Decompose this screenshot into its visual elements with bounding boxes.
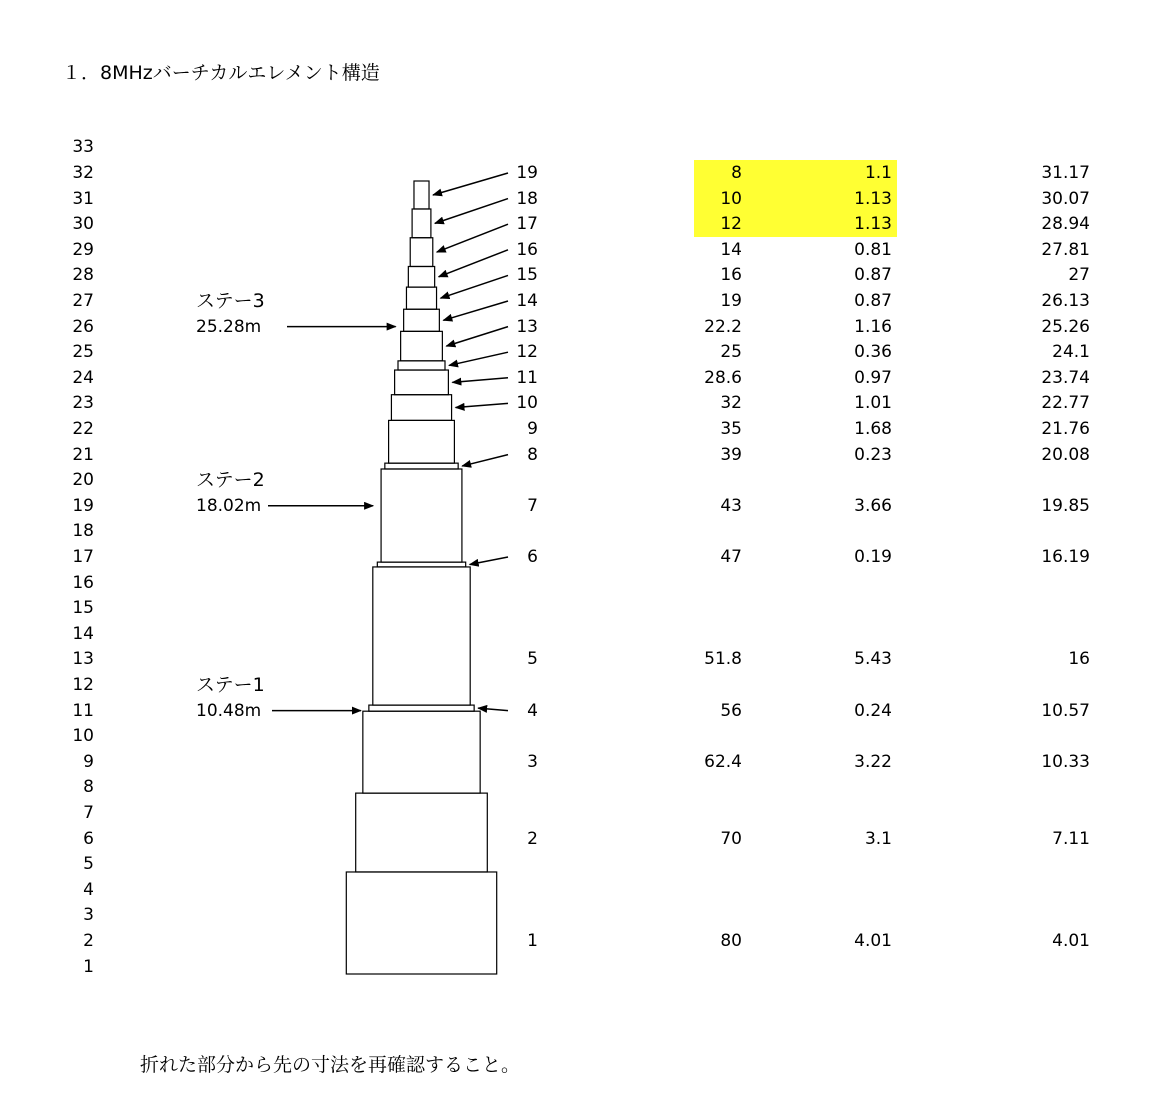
section-diameter: 32	[720, 393, 742, 414]
height-scale-label: 2	[83, 931, 94, 951]
section-length: 1.16	[854, 316, 892, 337]
section-length: 5.43	[854, 649, 892, 670]
page-title: １．8MHzバーチカルエレメント構造	[62, 62, 380, 84]
section-number: 3	[527, 751, 538, 772]
height-scale-label: 7	[83, 803, 94, 823]
section-number: 15	[516, 265, 538, 286]
height-scale-label: 14	[72, 623, 94, 644]
height-scale-label: 20	[72, 470, 94, 491]
section-number: 17	[516, 214, 538, 235]
height-scale-label: 19	[72, 495, 94, 516]
section-diameter: 51.8	[704, 649, 742, 670]
height-scale-label: 22	[72, 419, 94, 439]
height-scale-label: 23	[72, 393, 94, 414]
section-top-height: 16	[1068, 649, 1090, 670]
section-diameter: 47	[720, 547, 742, 567]
section-13-tube	[401, 331, 443, 361]
section-18-tube	[412, 209, 431, 238]
section-length: 0.87	[854, 265, 892, 286]
section-number: 14	[516, 291, 538, 311]
section-top-height: 28.94	[1041, 214, 1090, 235]
section-1-tube	[346, 872, 496, 974]
footer-note: 折れた部分から先の寸法を再確認すること。	[140, 1054, 521, 1076]
section-diameter: 56	[720, 700, 742, 721]
section-7-tube	[381, 469, 462, 562]
section-number: 18	[516, 188, 538, 209]
height-scale-label: 13	[72, 649, 94, 670]
section-length: 0.24	[854, 700, 892, 721]
height-scale-label: 4	[83, 879, 94, 900]
section-number: 5	[527, 649, 538, 670]
section-10-tube	[391, 395, 451, 421]
section-number: 13	[516, 316, 538, 337]
section-top-height: 24.1	[1052, 342, 1090, 363]
section-17-tube	[410, 238, 433, 267]
height-scale-label: 32	[72, 163, 94, 183]
section-diameter: 19	[720, 291, 742, 311]
section-6-tube	[377, 562, 465, 567]
height-scale-label: 9	[83, 751, 94, 772]
height-scale-label: 10	[72, 726, 94, 747]
height-scale-label: 33	[72, 137, 94, 158]
stay-2-label: ステー2	[196, 469, 265, 492]
section-15-pointer-arrow	[441, 275, 508, 298]
section-length: 1.1	[864, 163, 892, 183]
height-scale-label: 1	[83, 956, 94, 977]
stay-3-label: ステー3	[196, 290, 265, 312]
section-diameter: 35	[720, 419, 742, 439]
section-number: 4	[527, 700, 538, 721]
height-scale-label: 11	[72, 700, 94, 721]
section-19-tube	[414, 181, 429, 209]
height-scale-label: 18	[72, 521, 94, 542]
stay-1-height: 10.48m	[196, 700, 262, 721]
section-diameter: 14	[720, 239, 742, 260]
section-top-height: 20.08	[1041, 444, 1090, 465]
section-top-height: 30.07	[1041, 188, 1090, 209]
section-8-pointer-arrow	[462, 455, 508, 466]
section-diameter: 10	[720, 188, 742, 209]
section-12-pointer-arrow	[449, 352, 508, 365]
section-length: 0.19	[854, 547, 892, 567]
section-top-height: 31.17	[1041, 163, 1090, 183]
stay-1-label: ステー1	[196, 674, 265, 696]
section-11-tube	[395, 370, 449, 395]
section-diameter: 25	[720, 342, 742, 363]
height-scale-label: 3	[83, 905, 94, 926]
section-diameter: 8	[731, 163, 742, 183]
section-diameter: 16	[720, 265, 742, 286]
section-length: 1.13	[854, 214, 892, 235]
section-number: 7	[527, 495, 538, 516]
stay-2-height: 18.02m	[196, 495, 262, 516]
height-scale-label: 12	[72, 675, 94, 695]
section-13-pointer-arrow	[446, 327, 508, 347]
section-3-tube	[363, 711, 480, 793]
section-5-tube	[373, 567, 470, 705]
section-number: 10	[516, 393, 538, 414]
section-length: 0.23	[854, 444, 892, 465]
section-number: 2	[527, 828, 538, 849]
section-length: 1.13	[854, 188, 892, 209]
height-scale-label: 16	[72, 572, 94, 593]
height-scale-label: 17	[72, 547, 94, 567]
height-scale-label: 8	[83, 777, 94, 798]
section-number: 1	[527, 931, 538, 951]
height-scale-label: 27	[72, 291, 94, 311]
section-17-pointer-arrow	[437, 224, 508, 252]
section-2-tube	[356, 793, 488, 872]
section-6-pointer-arrow	[470, 557, 508, 565]
section-diameter: 12	[720, 214, 742, 235]
section-10-pointer-arrow	[456, 403, 508, 407]
section-number: 8	[527, 444, 538, 465]
height-scale-label: 25	[72, 342, 94, 363]
section-top-height: 23.74	[1041, 367, 1090, 388]
section-length: 0.81	[854, 239, 892, 260]
section-9-tube	[389, 420, 455, 463]
section-top-height: 16.19	[1041, 547, 1090, 567]
section-16-tube	[408, 266, 434, 287]
section-length: 3.66	[854, 495, 892, 516]
section-top-height: 25.26	[1041, 316, 1090, 337]
stay-3-height: 25.28m	[196, 316, 262, 337]
section-19-pointer-arrow	[433, 173, 508, 195]
section-top-height: 22.77	[1041, 393, 1090, 414]
height-scale-label: 30	[72, 214, 94, 235]
height-scale-label: 28	[72, 265, 94, 286]
section-number: 19	[516, 163, 538, 183]
section-top-height: 27	[1068, 265, 1090, 286]
section-top-height: 4.01	[1052, 931, 1090, 951]
section-length: 3.22	[854, 751, 892, 772]
section-11-pointer-arrow	[452, 378, 508, 383]
height-scale-label: 31	[72, 188, 94, 209]
section-number: 16	[516, 239, 538, 260]
section-number: 6	[527, 547, 538, 567]
section-top-height: 7.11	[1052, 828, 1090, 849]
section-length: 1.01	[854, 393, 892, 414]
section-length: 1.68	[854, 419, 892, 439]
section-16-pointer-arrow	[439, 250, 508, 277]
section-diameter: 43	[720, 495, 742, 516]
height-scale-label: 5	[83, 854, 94, 875]
section-number: 11	[516, 367, 538, 388]
section-4-tube	[369, 705, 474, 711]
section-number: 12	[516, 342, 538, 363]
height-scale-label: 15	[72, 598, 94, 619]
height-scale-label: 29	[72, 239, 94, 260]
height-scale-label: 26	[72, 316, 94, 337]
section-diameter: 39	[720, 444, 742, 465]
section-length: 0.36	[854, 342, 892, 363]
section-8-tube	[385, 463, 458, 469]
section-length: 4.01	[854, 931, 892, 951]
section-diameter: 62.4	[704, 751, 742, 772]
section-12-tube	[398, 361, 445, 370]
height-scale-label: 24	[72, 367, 94, 388]
section-18-pointer-arrow	[435, 199, 508, 224]
section-top-height: 26.13	[1041, 291, 1090, 311]
section-top-height: 27.81	[1041, 239, 1090, 260]
height-scale-label: 6	[83, 828, 94, 849]
section-diameter: 70	[720, 828, 742, 849]
section-number: 9	[527, 419, 538, 439]
section-diameter: 28.6	[704, 367, 742, 388]
height-scale-label: 21	[72, 444, 94, 465]
section-length: 3.1	[864, 828, 892, 849]
section-diameter: 22.2	[704, 316, 742, 337]
section-4-pointer-arrow	[478, 708, 508, 710]
section-14-tube	[404, 309, 440, 331]
section-14-pointer-arrow	[443, 301, 508, 320]
section-length: 0.97	[854, 367, 892, 388]
section-diameter: 80	[720, 931, 742, 951]
section-top-height: 19.85	[1041, 495, 1090, 516]
section-length: 0.87	[854, 291, 892, 311]
section-top-height: 10.57	[1041, 700, 1090, 721]
section-top-height: 21.76	[1041, 419, 1090, 439]
section-top-height: 10.33	[1041, 751, 1090, 772]
section-15-tube	[406, 287, 436, 309]
